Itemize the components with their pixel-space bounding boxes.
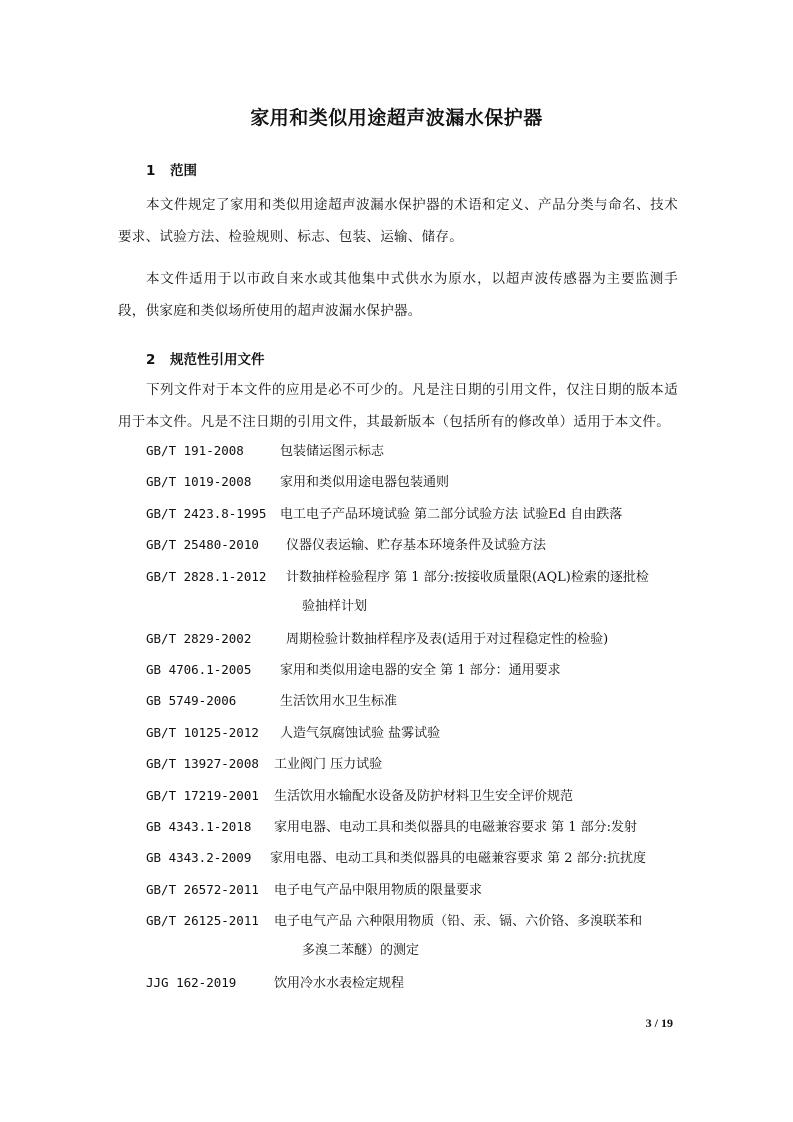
- page-number: 3 / 19: [645, 1016, 673, 1030]
- section-1-paragraph-1: 本文件规定了家用和类似用途超声波漏水保护器的术语和定义、产品分类与命名、技术要求、试验方法、检验规则、标志、包装、运输、储存。: [118, 197, 678, 245]
- reference-title: 人造气氛腐蚀试验 盐雾试验: [280, 726, 441, 741]
- reference-code: GB 5749-2006: [146, 693, 237, 708]
- reference-code: GB/T 13927-2008: [146, 756, 259, 771]
- reference-code: GB/T 10125-2012: [146, 725, 259, 740]
- reference-item: [146, 441, 384, 462]
- reference-item: [146, 472, 449, 493]
- reference-item: [146, 880, 482, 901]
- reference-title: 电工电子产品环境试验 第二部分试验方法 试验Ed 自由跌落: [280, 507, 623, 522]
- reference-title: 生活饮用水卫生标准: [280, 694, 398, 709]
- reference-title-continuation: 多溴二苯醚）的测定: [302, 943, 420, 958]
- reference-title: 包装储运图示标志: [280, 444, 385, 459]
- reference-title: 仪器仪表运输、贮存基本环境条件及试验方法: [286, 538, 547, 553]
- reference-item: [146, 754, 382, 775]
- reference-code: GB/T 2829-2002: [146, 631, 252, 646]
- reference-code: GB/T 2828.1-2012: [146, 569, 267, 584]
- reference-code: GB/T 17219-2001: [146, 788, 259, 803]
- section-1-number: 1: [146, 163, 156, 179]
- reference-title: 饮用冷水水表检定规程: [274, 976, 405, 991]
- reference-title: 生活饮用水输配水设备及防护材料卫生安全评价规范: [274, 789, 574, 804]
- reference-item: [146, 535, 546, 556]
- reference-code: GB/T 1019-2008: [146, 474, 252, 489]
- reference-item: [146, 567, 649, 588]
- reference-code: GB 4706.1-2005: [146, 662, 252, 677]
- section-2-title: 规范性引用文件: [170, 352, 265, 368]
- reference-code: JJG 162-2019: [146, 975, 237, 990]
- reference-item: [146, 723, 440, 744]
- reference-item: [146, 786, 573, 807]
- reference-title: 电子电气产品中限用物质的限量要求: [274, 883, 483, 898]
- reference-title: 家用和类似用途电器包装通则: [280, 475, 450, 490]
- section-2-intro: 下列文件对于本文件的应用是必不可少的。凡是注日期的引用文件，仅注日期的版本适用于本文件。凡是不注日期的引用文件，其最新版本（包括所有的修改单）适用于本文件。: [118, 382, 678, 430]
- reference-code: GB/T 2423.8-1995: [146, 506, 267, 521]
- reference-title: 工业阀门 压力试验: [274, 757, 383, 772]
- reference-title: 计数抽样检验程序 第 1 部分:按接收质量限(AQL)检索的逐批检: [286, 570, 649, 585]
- reference-title: 家用电器、电动工具和类似器具的电磁兼容要求 第 1 部分:发射: [274, 820, 638, 835]
- reference-item: [146, 848, 646, 869]
- reference-item: [146, 629, 608, 650]
- reference-item: [146, 817, 637, 838]
- section-1-heading: [146, 159, 197, 179]
- reference-code: GB/T 25480-2010: [146, 537, 259, 552]
- reference-code: GB 4343.1-2018: [146, 819, 252, 834]
- section-2-heading: [146, 348, 265, 368]
- reference-item: [146, 911, 642, 932]
- reference-code: GB/T 191-2008: [146, 443, 244, 458]
- section-2-number: 2: [146, 352, 156, 368]
- reference-code: GB/T 26125-2011: [146, 913, 259, 928]
- reference-item: [146, 504, 622, 525]
- section-1-title: 范围: [170, 163, 197, 179]
- reference-item: [146, 973, 404, 994]
- reference-code: GB/T 26572-2011: [146, 882, 259, 897]
- reference-title: 家用和类似用途电器的安全 第 1 部分：通用要求: [280, 663, 561, 678]
- document-title: 家用和类似用途超声波漏水保护器: [250, 107, 543, 129]
- section-1-paragraph-2: 本文件适用于以市政自来水或其他集中式供水为原水，以超声波传感器为主要监测手段，供家庭和类似场所使用的超声波漏水保护器。: [118, 271, 678, 319]
- reference-title: 周期检验计数抽样程序及表(适用于对过程稳定性的检验): [286, 632, 609, 647]
- reference-title: 家用电器、电动工具和类似器具的电磁兼容要求 第 2 部分:抗扰度: [270, 851, 647, 866]
- reference-item: [146, 691, 397, 712]
- reference-title-continuation: 验抽样计划: [302, 599, 368, 614]
- reference-title: 电子电气产品 六种限用物质（铅、汞、镉、六价铬、多溴联苯和: [274, 914, 643, 929]
- reference-item: [146, 660, 561, 681]
- reference-code: GB 4343.2-2009: [146, 850, 252, 865]
